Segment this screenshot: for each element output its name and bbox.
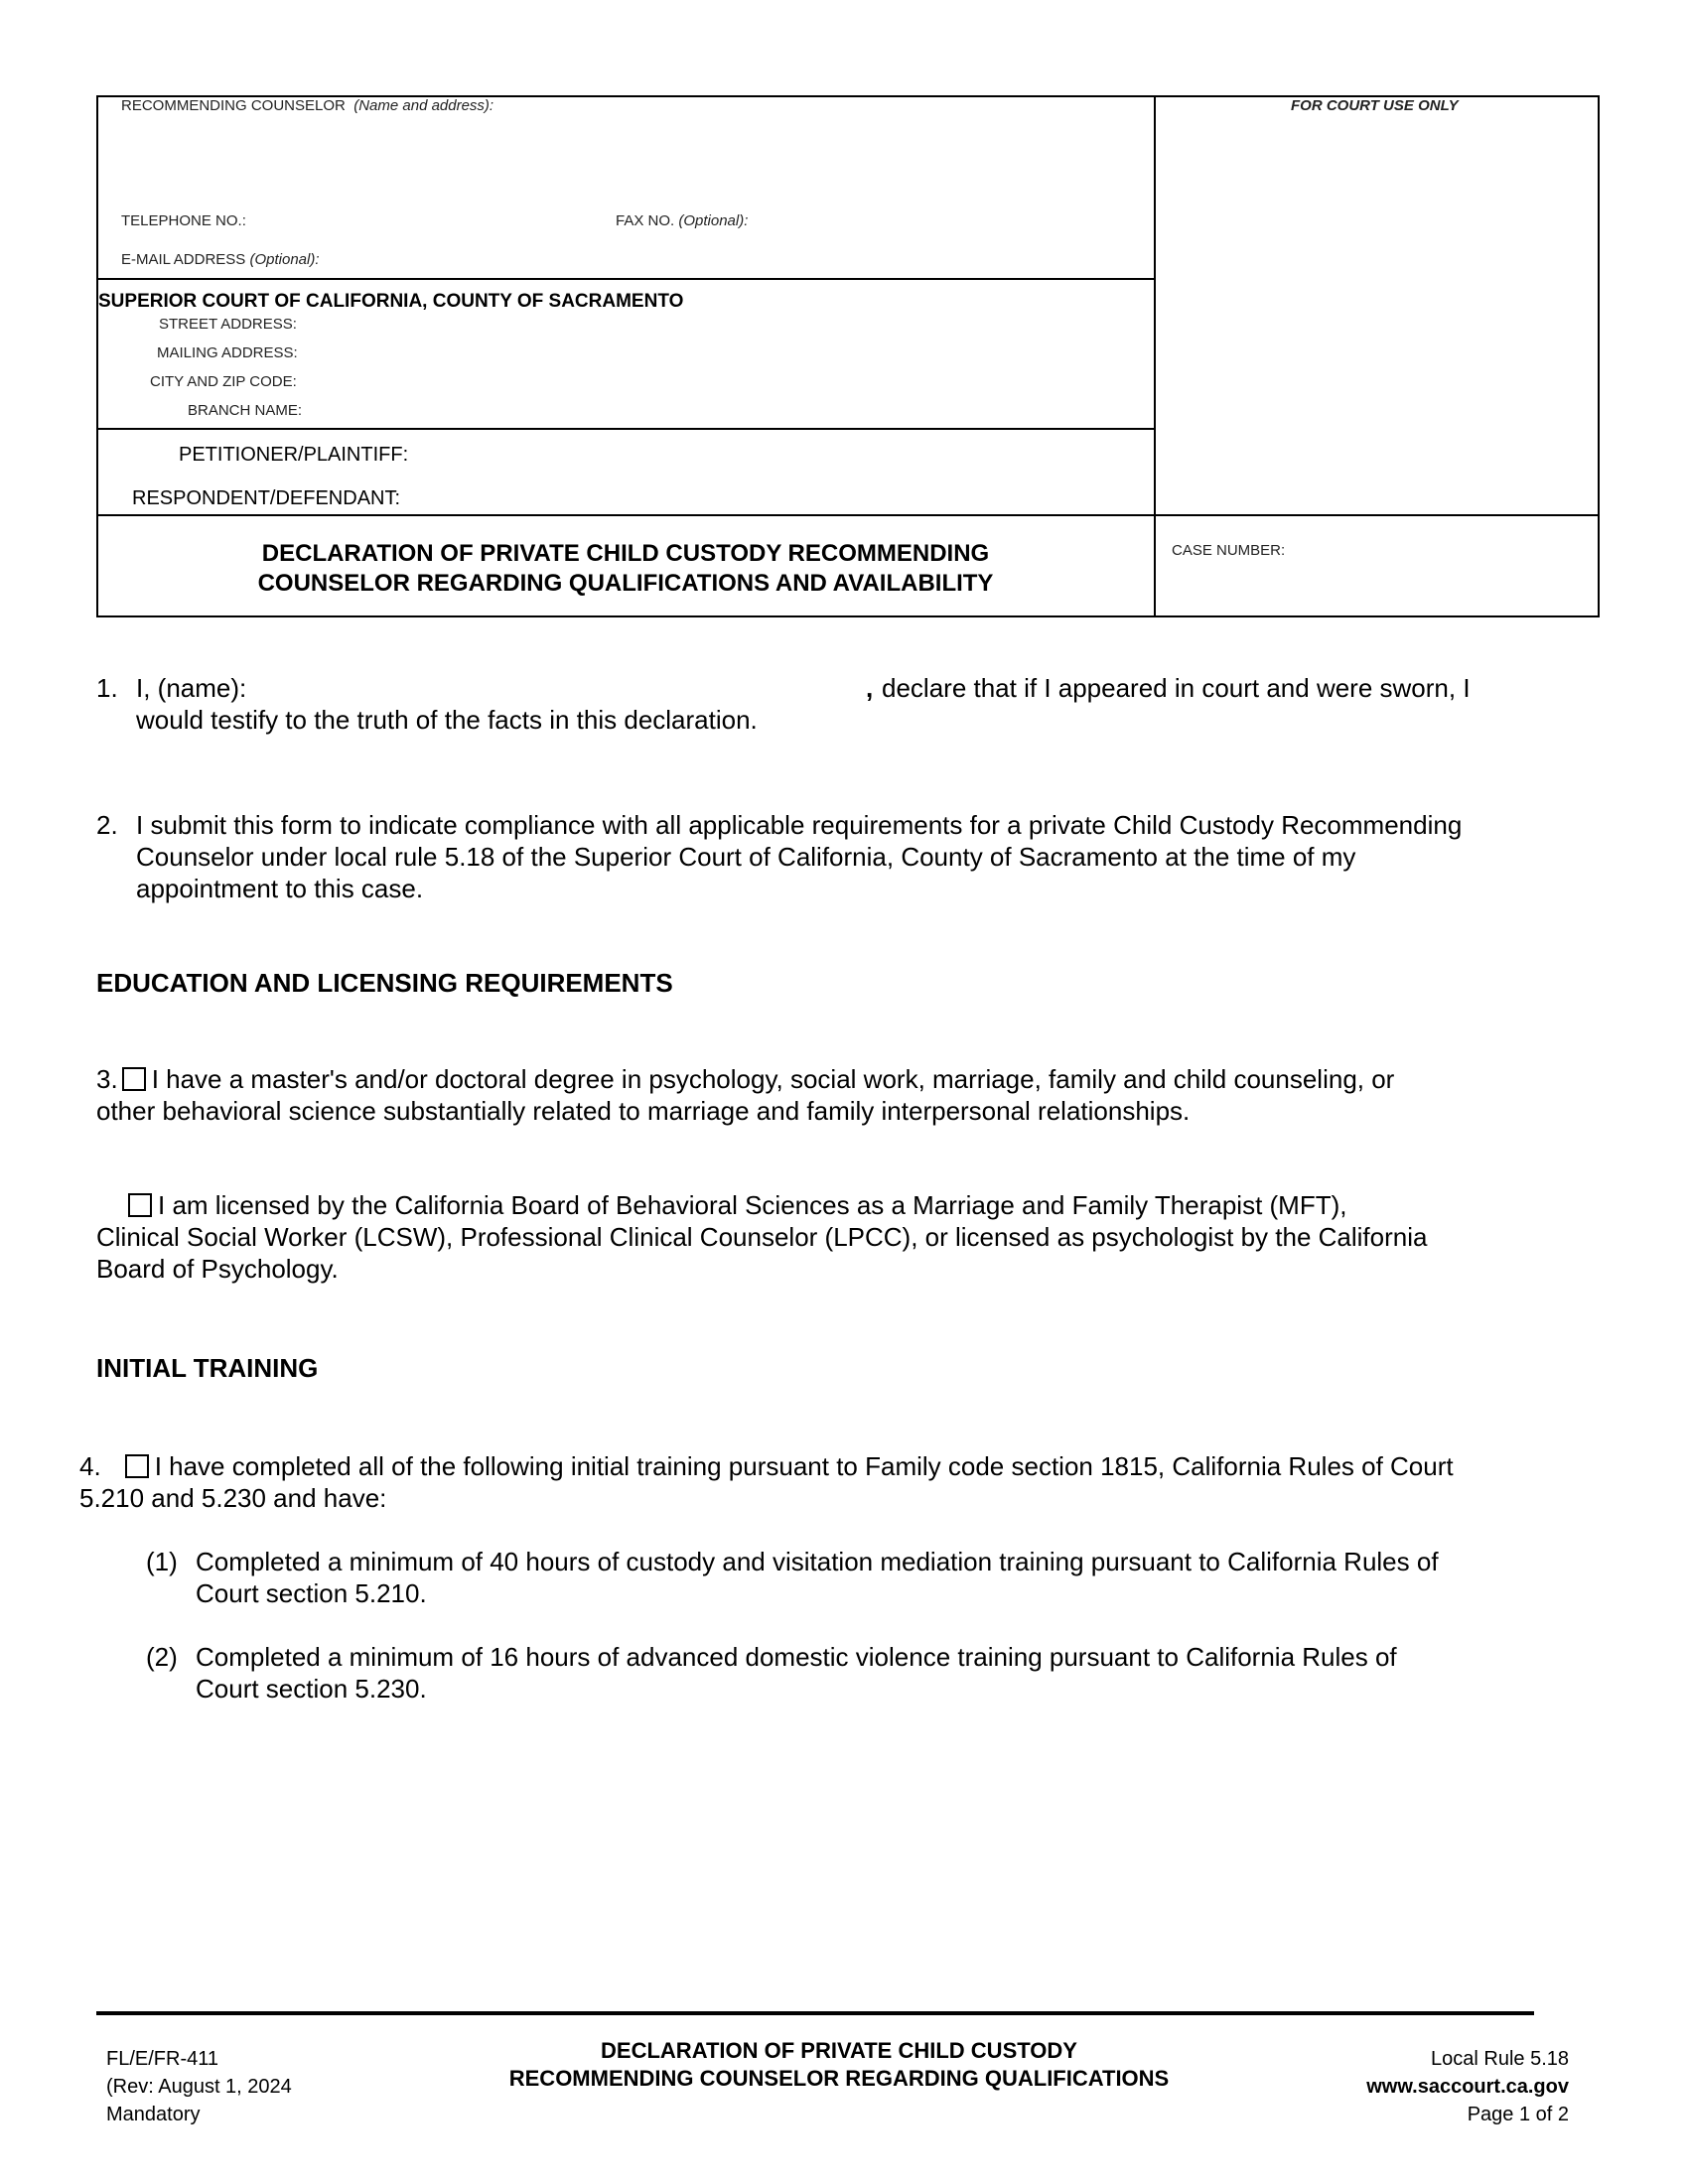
item-4-row — [79, 1450, 1454, 1482]
street-address-label: STREET ADDRESS: — [159, 316, 297, 333]
training-checkbox[interactable] — [125, 1454, 149, 1478]
footer-right: Local Rule 5.18 www.saccourt.ca.gov Page 1 of 2 — [1271, 2045, 1569, 2128]
item-3b-text-cont: Clinical Social Worker (LCSW), Professional Clinical Counselor (LPCC), or licensed as psychologist by the California Board of Psychology. — [96, 1222, 1428, 1284]
item-1-comma: , — [866, 673, 874, 703]
court-use-only-label: FOR COURT USE ONLY — [1291, 97, 1459, 114]
city-zip-label: CITY AND ZIP CODE: — [150, 373, 297, 390]
item-2-text: I submit this form to indicate compliance with all applicable requirements for a private Child Custody Recommending Counselor under local rule 5.18 of the Superior Court of California, County of Sacramento at the time of my appointment to this case. — [136, 810, 1463, 903]
email-label: E-MAIL ADDRESS (Optional): — [121, 251, 320, 268]
mailing-address-label: MAILING ADDRESS: — [157, 344, 298, 361]
item-1-number: 1. — [96, 673, 118, 703]
item-4-number: 4. — [79, 1451, 101, 1481]
fax-label: FAX NO. (Optional): — [616, 212, 749, 229]
item-4-text-cont: 5.210 and 5.230 and have: — [79, 1483, 387, 1513]
item-4-text: I have completed all of the following initial training pursuant to Family code section 1815, California Rules of Court — [154, 1451, 1454, 1481]
section-initial-training-heading: INITIAL TRAINING — [96, 1353, 319, 1383]
petitioner-label: PETITIONER/PLAINTIFF: — [179, 444, 409, 466]
section-education-heading: EDUCATION AND LICENSING REQUIREMENTS — [96, 968, 673, 998]
item-1-text: declare that if I appeared in court and were sworn, I — [882, 673, 1471, 703]
license-checkbox[interactable] — [128, 1193, 152, 1217]
item-3-text-cont: other behavioral science substantially related to marriage and family interpersonal relationships. — [96, 1096, 1191, 1126]
court-name: SUPERIOR COURT OF CALIFORNIA, COUNTY OF SACRAMENTO — [98, 291, 684, 312]
sub-item-2-number: (2) — [146, 1642, 178, 1672]
form-title: DECLARATION OF PRIVATE CHILD CUSTODY RECOMMENDING COUNSELOR REGARDING QUALIFICATIONS AND AVAILABILITY — [257, 540, 994, 597]
sub-item-1-number: (1) — [146, 1547, 178, 1576]
court-website: www.saccourt.ca.gov — [1366, 2076, 1569, 2098]
counselor-label: RECOMMENDING COUNSELOR (Name and address): — [121, 97, 494, 114]
item-3-text: I have a master's and/or doctoral degree in psychology, social work, marriage, family and child counseling, or — [151, 1064, 1395, 1094]
branch-name-label: BRANCH NAME: — [188, 402, 303, 419]
item-2-number: 2. — [96, 810, 118, 840]
sub-item-1-text: Completed a minimum of 40 hours of custody and visitation mediation training pursuant to California Rules of Court section 5.210. — [196, 1547, 1439, 1608]
item-3b-row — [96, 1189, 1346, 1221]
case-number-label: CASE NUMBER: — [1172, 542, 1286, 559]
item-3b-text: I am licensed by the California Board of Behavioral Sciences as a Marriage and Family Therapist (MFT), — [158, 1190, 1347, 1220]
degree-checkbox[interactable] — [122, 1067, 146, 1091]
item-3-row — [96, 1063, 1394, 1095]
item-1-name-label: I, (name): — [136, 673, 247, 703]
sub-item-2-text: Completed a minimum of 16 hours of advanced domestic violence training pursuant to California Rules of Court section 5.230. — [196, 1642, 1397, 1704]
item-3-number: 3. — [96, 1064, 118, 1094]
footer-form-info: FL/E/FR-411 (Rev: August 1, 2024 Mandatory — [106, 2048, 292, 2125]
footer-rule — [96, 2011, 1534, 2015]
footer-title: DECLARATION OF PRIVATE CHILD CUSTODY RECOMMENDING COUNSELOR REGARDING QUALIFICATIONS — [508, 2038, 1170, 2091]
item-1-text-cont: would testify to the truth of the facts in this declaration. — [136, 705, 758, 735]
respondent-label: RESPONDENT/DEFENDANT: — [132, 487, 401, 509]
telephone-label: TELEPHONE NO.: — [121, 212, 246, 229]
